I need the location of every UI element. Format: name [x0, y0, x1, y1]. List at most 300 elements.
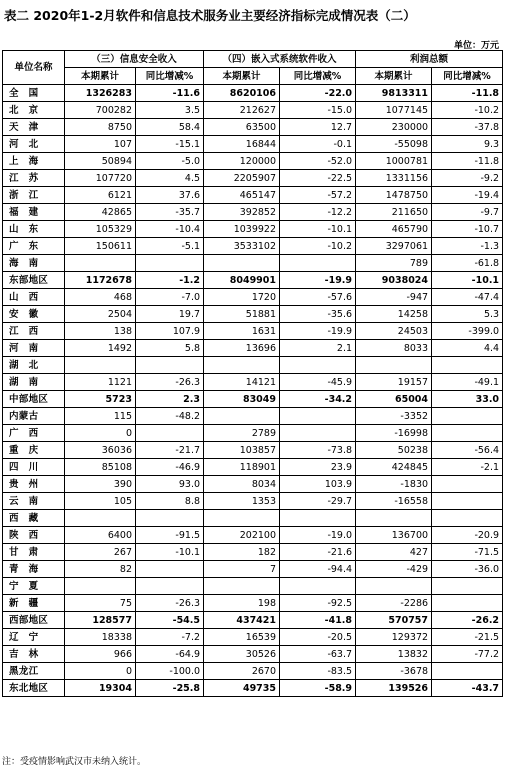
table-cell: -56.4	[432, 442, 503, 459]
table-cell: 2789	[204, 425, 280, 442]
table-cell: 42865	[65, 204, 136, 221]
table-cell: 115	[65, 408, 136, 425]
table-cell: 1478750	[356, 187, 432, 204]
table-body	[3, 85, 503, 697]
table-cell: -52.0	[280, 153, 356, 170]
table-cell	[432, 510, 503, 527]
table-cell: -37.8	[432, 119, 503, 136]
table-cell	[204, 357, 280, 374]
table-cell: 105329	[65, 221, 136, 238]
table-row	[3, 153, 503, 170]
region-name: 安 徽	[3, 306, 65, 323]
table-cell: 75	[65, 595, 136, 612]
footnote: 注：受疫情影响武汉市未纳入统计。	[2, 757, 147, 767]
table-cell: -34.2	[280, 391, 356, 408]
table-cell: 24503	[356, 323, 432, 340]
table-cell: -22.0	[280, 85, 356, 102]
table-cell	[65, 357, 136, 374]
table-title: 表二 2020年1-2月软件和信息技术服务业主要经济指标完成情况表（二）	[4, 8, 416, 23]
table-row	[3, 459, 503, 476]
table-cell: -83.5	[280, 663, 356, 680]
table-cell: 105	[65, 493, 136, 510]
region-name: 山 西	[3, 289, 65, 306]
table-cell: 16539	[204, 629, 280, 646]
table-cell: -20.5	[280, 629, 356, 646]
region-name: 四 川	[3, 459, 65, 476]
table-cell: 4.4	[432, 340, 503, 357]
table-cell: -20.9	[432, 527, 503, 544]
sub-header: 本期累计	[356, 68, 432, 85]
table-row	[3, 323, 503, 340]
table-row	[3, 493, 503, 510]
table-row	[3, 170, 503, 187]
region-name: 江 苏	[3, 170, 65, 187]
table-cell: -29.7	[280, 493, 356, 510]
table-cell: -10.1	[432, 272, 503, 289]
region-name: 山 东	[3, 221, 65, 238]
table-cell: -48.2	[136, 408, 204, 425]
table-cell	[136, 578, 204, 595]
table-cell: 107.9	[136, 323, 204, 340]
table-cell: 9813311	[356, 85, 432, 102]
table-cell: 65004	[356, 391, 432, 408]
table-cell: -15.0	[280, 102, 356, 119]
table-cell: 3533102	[204, 238, 280, 255]
table-cell: 33.0	[432, 391, 503, 408]
region-name: 辽 宁	[3, 629, 65, 646]
table-row	[3, 187, 503, 204]
unit-label: 单位：万元	[453, 41, 499, 51]
table-cell: -12.2	[280, 204, 356, 221]
table-cell: 13832	[356, 646, 432, 663]
table-cell: -35.6	[280, 306, 356, 323]
table-cell: -19.0	[280, 527, 356, 544]
region-name: 浙 江	[3, 187, 65, 204]
table-row	[3, 238, 503, 255]
table-cell: -0.1	[280, 136, 356, 153]
table-row	[3, 442, 503, 459]
table-cell: 4.5	[136, 170, 204, 187]
table-cell: 1326283	[65, 85, 136, 102]
table-cell: 107	[65, 136, 136, 153]
region-name: 甘 肃	[3, 544, 65, 561]
table-cell: 19157	[356, 374, 432, 391]
table-cell	[356, 578, 432, 595]
table-cell: 392852	[204, 204, 280, 221]
table-cell: -21.5	[432, 629, 503, 646]
table-cell	[432, 595, 503, 612]
region-name: 青 海	[3, 561, 65, 578]
table-cell	[280, 408, 356, 425]
region-name: 陕 西	[3, 527, 65, 544]
table-cell	[280, 510, 356, 527]
region-name: 全 国	[3, 85, 65, 102]
table-cell	[204, 255, 280, 272]
group-header-embedded: （四）嵌入式系统软件收入	[204, 51, 356, 68]
table-cell: 182	[204, 544, 280, 561]
table-cell: -100.0	[136, 663, 204, 680]
table-cell: 0	[65, 663, 136, 680]
table-cell: 49735	[204, 680, 280, 697]
table-cell: -57.6	[280, 289, 356, 306]
table-cell: -15.1	[136, 136, 204, 153]
table-cell: 82	[65, 561, 136, 578]
table-cell: -1.2	[136, 272, 204, 289]
table-cell: 465147	[204, 187, 280, 204]
table-cell: 2670	[204, 663, 280, 680]
table-cell: 5.8	[136, 340, 204, 357]
region-name: 河 北	[3, 136, 65, 153]
table-cell: 0	[65, 425, 136, 442]
table-cell: -41.8	[280, 612, 356, 629]
group-header-profit: 利润总额	[356, 51, 503, 68]
table-cell: 789	[356, 255, 432, 272]
table-cell: -3678	[356, 663, 432, 680]
sub-header: 同比增减%	[280, 68, 356, 85]
table-cell: -11.8	[432, 153, 503, 170]
table-cell	[136, 510, 204, 527]
table-cell: -1830	[356, 476, 432, 493]
table-cell: -16558	[356, 493, 432, 510]
table-row	[3, 629, 503, 646]
table-row	[3, 578, 503, 595]
table-row	[3, 85, 503, 102]
table-cell: -7.0	[136, 289, 204, 306]
table-cell: 103.9	[280, 476, 356, 493]
table-cell	[356, 357, 432, 374]
table-row	[3, 204, 503, 221]
table-cell: 14121	[204, 374, 280, 391]
table-cell	[280, 425, 356, 442]
table-row	[3, 306, 503, 323]
table-cell: 1172678	[65, 272, 136, 289]
table-cell: 51881	[204, 306, 280, 323]
table-cell: 8034	[204, 476, 280, 493]
table-cell: 212627	[204, 102, 280, 119]
table-cell: 700282	[65, 102, 136, 119]
table-cell: 8033	[356, 340, 432, 357]
table-row	[3, 255, 503, 272]
region-name: 贵 州	[3, 476, 65, 493]
table-cell: 570757	[356, 612, 432, 629]
table-cell: 120000	[204, 153, 280, 170]
table-cell	[136, 425, 204, 442]
table-cell: -91.5	[136, 527, 204, 544]
table-row	[3, 476, 503, 493]
table-cell: 390	[65, 476, 136, 493]
table-cell: -57.2	[280, 187, 356, 204]
table-cell: -22.5	[280, 170, 356, 187]
table-row	[3, 221, 503, 238]
table-cell	[432, 493, 503, 510]
table-cell: 63500	[204, 119, 280, 136]
table-cell: -49.1	[432, 374, 503, 391]
region-name: 内蒙古	[3, 408, 65, 425]
table-row	[3, 646, 503, 663]
table-cell: 8750	[65, 119, 136, 136]
table-cell: -26.3	[136, 595, 204, 612]
table-cell: -54.5	[136, 612, 204, 629]
table-cell: 8.8	[136, 493, 204, 510]
table-cell: -55098	[356, 136, 432, 153]
table-cell: -5.0	[136, 153, 204, 170]
table-cell: 1039922	[204, 221, 280, 238]
table-cell: 6121	[65, 187, 136, 204]
table-cell: 2.3	[136, 391, 204, 408]
sub-header: 同比增减%	[432, 68, 503, 85]
table-cell	[65, 255, 136, 272]
table-cell: -61.8	[432, 255, 503, 272]
table-cell: -399.0	[432, 323, 503, 340]
sub-header: 本期累计	[204, 68, 280, 85]
region-name: 湖 北	[3, 357, 65, 374]
table-cell: 1631	[204, 323, 280, 340]
table-cell: 1000781	[356, 153, 432, 170]
table-cell: -7.2	[136, 629, 204, 646]
table-cell: -19.4	[432, 187, 503, 204]
table-cell: 83049	[204, 391, 280, 408]
table-cell: -36.0	[432, 561, 503, 578]
region-name: 西部地区	[3, 612, 65, 629]
stats-table	[2, 50, 503, 697]
region-name: 新 疆	[3, 595, 65, 612]
region-name: 吉 林	[3, 646, 65, 663]
table-cell: -10.2	[280, 238, 356, 255]
table-cell: 465790	[356, 221, 432, 238]
region-name: 西 藏	[3, 510, 65, 527]
table-cell: 2504	[65, 306, 136, 323]
table-cell: 85108	[65, 459, 136, 476]
table-cell: 37.6	[136, 187, 204, 204]
table-cell: 8620106	[204, 85, 280, 102]
table-cell: 12.7	[280, 119, 356, 136]
table-cell: 427	[356, 544, 432, 561]
table-cell: 8049901	[204, 272, 280, 289]
table-cell: 19.7	[136, 306, 204, 323]
table-cell: 6400	[65, 527, 136, 544]
table-cell: 14258	[356, 306, 432, 323]
table-cell: -947	[356, 289, 432, 306]
table-cell: -64.9	[136, 646, 204, 663]
region-name: 重 庆	[3, 442, 65, 459]
table-cell: -92.5	[280, 595, 356, 612]
table-row	[3, 119, 503, 136]
table-cell: -77.2	[432, 646, 503, 663]
table-cell: 1492	[65, 340, 136, 357]
table-cell	[280, 578, 356, 595]
region-name: 湖 南	[3, 374, 65, 391]
table-cell: 1353	[204, 493, 280, 510]
table-row	[3, 595, 503, 612]
table-row	[3, 357, 503, 374]
table-cell: 118901	[204, 459, 280, 476]
region-name: 广 西	[3, 425, 65, 442]
table-cell: 50894	[65, 153, 136, 170]
table-row	[3, 408, 503, 425]
table-cell: 30526	[204, 646, 280, 663]
table-row	[3, 527, 503, 544]
table-row	[3, 391, 503, 408]
table-cell	[136, 357, 204, 374]
table-cell: -43.7	[432, 680, 503, 697]
table-cell: -9.2	[432, 170, 503, 187]
table-cell: 150611	[65, 238, 136, 255]
table-cell: 107720	[65, 170, 136, 187]
table-cell: 437421	[204, 612, 280, 629]
region-name: 河 南	[3, 340, 65, 357]
table-cell: -47.4	[432, 289, 503, 306]
table-cell: 138	[65, 323, 136, 340]
table-row	[3, 425, 503, 442]
table-cell: -10.7	[432, 221, 503, 238]
table-cell: 19304	[65, 680, 136, 697]
table-cell	[432, 663, 503, 680]
region-name: 东北地区	[3, 680, 65, 697]
table-row	[3, 374, 503, 391]
table-cell: -10.2	[432, 102, 503, 119]
table-cell: 128577	[65, 612, 136, 629]
table-cell: 3.5	[136, 102, 204, 119]
table-cell: -5.1	[136, 238, 204, 255]
table-cell	[432, 408, 503, 425]
table-cell: -21.7	[136, 442, 204, 459]
table-cell: 2205907	[204, 170, 280, 187]
table-cell	[204, 578, 280, 595]
table-cell: 5723	[65, 391, 136, 408]
table-cell: -2286	[356, 595, 432, 612]
table-cell: 129372	[356, 629, 432, 646]
table-cell: -429	[356, 561, 432, 578]
table-cell	[280, 357, 356, 374]
group-header-security: （三）信息安全收入	[65, 51, 204, 68]
table-cell: -21.6	[280, 544, 356, 561]
table-cell: 1121	[65, 374, 136, 391]
table-cell: -3352	[356, 408, 432, 425]
table-cell	[432, 357, 503, 374]
table-cell	[432, 578, 503, 595]
region-header: 单位名称	[3, 51, 65, 85]
table-cell: 198	[204, 595, 280, 612]
table-cell: -25.8	[136, 680, 204, 697]
table-cell: -63.7	[280, 646, 356, 663]
table-cell: -45.9	[280, 374, 356, 391]
table-cell: 1331156	[356, 170, 432, 187]
table-cell: -26.3	[136, 374, 204, 391]
table-cell: 58.4	[136, 119, 204, 136]
table-cell: -19.9	[280, 323, 356, 340]
table-cell: 16844	[204, 136, 280, 153]
table-row	[3, 272, 503, 289]
table-cell: 966	[65, 646, 136, 663]
table-cell: 103857	[204, 442, 280, 459]
region-name: 海 南	[3, 255, 65, 272]
table-cell: 23.9	[280, 459, 356, 476]
table-row	[3, 544, 503, 561]
table-cell	[356, 510, 432, 527]
table-cell	[204, 510, 280, 527]
table-row	[3, 289, 503, 306]
region-name: 福 建	[3, 204, 65, 221]
table-cell: 9038024	[356, 272, 432, 289]
table-cell: 3297061	[356, 238, 432, 255]
sub-header: 同比增减%	[136, 68, 204, 85]
table-cell: 13696	[204, 340, 280, 357]
table-cell: 136700	[356, 527, 432, 544]
region-name: 宁 夏	[3, 578, 65, 595]
table-cell: -73.8	[280, 442, 356, 459]
table-cell: -16998	[356, 425, 432, 442]
region-name: 云 南	[3, 493, 65, 510]
table-row	[3, 612, 503, 629]
table-cell: -46.9	[136, 459, 204, 476]
region-name: 中部地区	[3, 391, 65, 408]
table-cell: 1077145	[356, 102, 432, 119]
region-name: 北 京	[3, 102, 65, 119]
sub-header: 本期累计	[65, 68, 136, 85]
table-cell	[432, 425, 503, 442]
table-row	[3, 663, 503, 680]
table-cell: 36036	[65, 442, 136, 459]
table-cell: 230000	[356, 119, 432, 136]
table-cell: 2.1	[280, 340, 356, 357]
table-cell	[136, 255, 204, 272]
table-cell: -11.6	[136, 85, 204, 102]
table-cell: 1720	[204, 289, 280, 306]
table-cell: 50238	[356, 442, 432, 459]
region-name: 江 西	[3, 323, 65, 340]
table-cell: 211650	[356, 204, 432, 221]
region-name: 东部地区	[3, 272, 65, 289]
table-cell: 202100	[204, 527, 280, 544]
table-cell: 93.0	[136, 476, 204, 493]
table-cell: -1.3	[432, 238, 503, 255]
table-row	[3, 102, 503, 119]
region-name: 天 津	[3, 119, 65, 136]
table-cell	[204, 408, 280, 425]
table-cell: -94.4	[280, 561, 356, 578]
table-cell: -11.8	[432, 85, 503, 102]
table-cell: 9.3	[432, 136, 503, 153]
table-cell: -10.1	[280, 221, 356, 238]
table-cell: 468	[65, 289, 136, 306]
table-cell: -10.1	[136, 544, 204, 561]
table-cell	[432, 476, 503, 493]
table-cell: 7	[204, 561, 280, 578]
table-cell: -26.2	[432, 612, 503, 629]
table-cell: 18338	[65, 629, 136, 646]
region-name: 上 海	[3, 153, 65, 170]
table-cell	[65, 578, 136, 595]
table-cell: -71.5	[432, 544, 503, 561]
table-cell	[65, 510, 136, 527]
table-cell: -10.4	[136, 221, 204, 238]
table-row	[3, 340, 503, 357]
table-cell: 139526	[356, 680, 432, 697]
table-row	[3, 136, 503, 153]
table-cell: 424845	[356, 459, 432, 476]
table-cell	[280, 255, 356, 272]
table-cell: -9.7	[432, 204, 503, 221]
region-name: 广 东	[3, 238, 65, 255]
table-cell	[136, 561, 204, 578]
table-cell: 267	[65, 544, 136, 561]
table-cell: 5.3	[432, 306, 503, 323]
region-name: 黑龙江	[3, 663, 65, 680]
table-row	[3, 510, 503, 527]
table-cell: -19.9	[280, 272, 356, 289]
table-row	[3, 680, 503, 697]
table-cell: -2.1	[432, 459, 503, 476]
